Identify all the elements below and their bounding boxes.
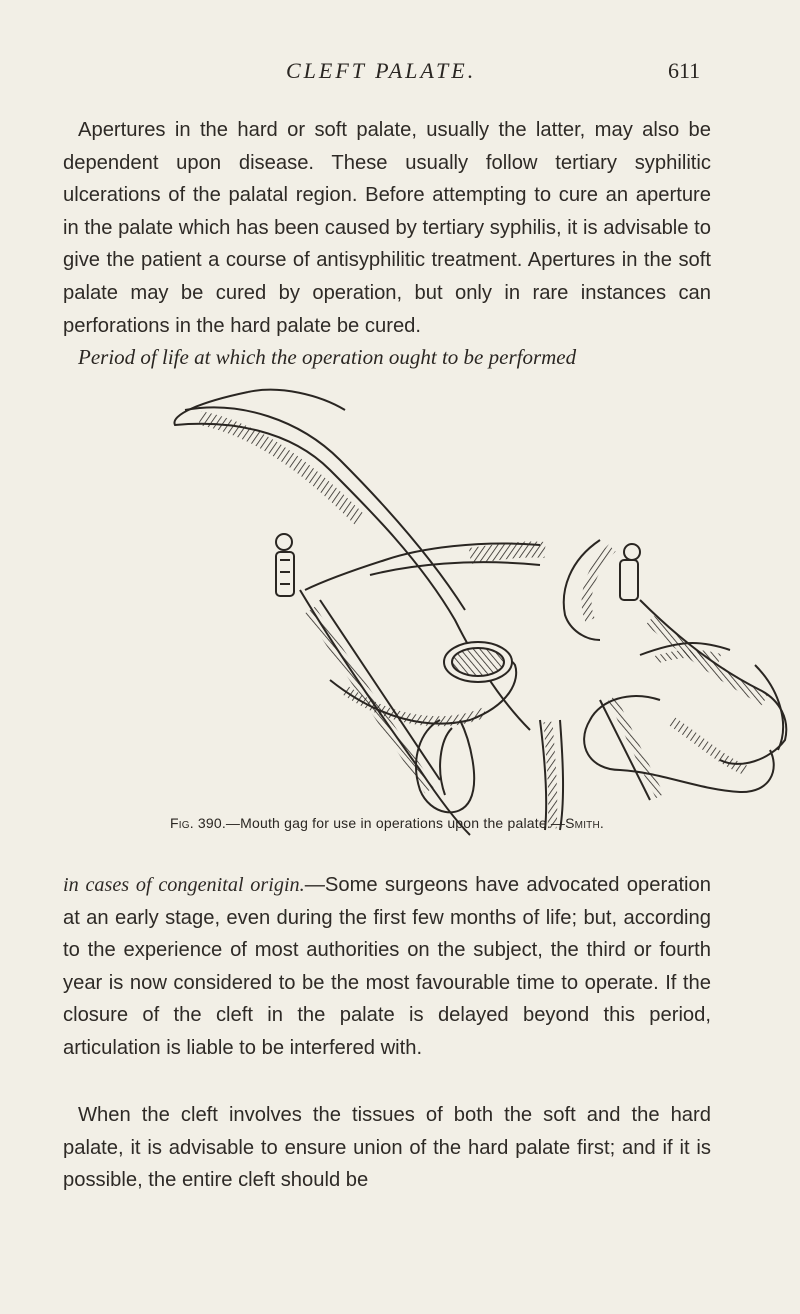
right-gag-arm [564, 540, 787, 792]
paragraph-apertures: Apertures in the hard or soft palate, usually the latter, may also be dependent upon disease. These usually follow tertiary syphilitic ulcerations of the palatal region. Before attempting to cure an aperture in the palate which has been caused by tertiary syphilis, it is advisable to give the patient a course of antisyphilitic treatment. Apertures in the soft palate may be cured by operation, but only in rare instances can perforations in the hard palate be cured. [63, 119, 711, 337]
left-gag-arm [174, 390, 545, 835]
page-number: 611 [668, 58, 701, 83]
center-strut [540, 698, 660, 830]
running-title: CLEFT PALATE. [286, 58, 477, 83]
paragraph-lead: in cases of congenital origin. [63, 874, 305, 896]
paragraph-cleft: When the cleft involves the tissues of both the soft and the hard palate, it is advisable to ensure union of the hard palate first; and if it is possible, the entire cleft should be [63, 1104, 711, 1192]
section-heading: Period of life at which the operation ought to be performed [78, 345, 577, 369]
figure-caption [63, 815, 711, 831]
figure-caption-text: —Mouth gag for use in operations upon the palate.— [225, 815, 566, 831]
paragraph-congenital [63, 869, 711, 1065]
paragraph-body: —Some surgeons have advocated operation at an early stage, even during the first few months of life; but, according to the experience of most authorities on the subject, the third or fourth year is now considered to be the most favourable time to operate. If the closure of the cleft in the palate is delayed beyond this period, articulation is liable to be interfered with. [63, 874, 711, 1059]
figure-credit: Smith. [565, 815, 605, 831]
figure-label: Fig. 390. [169, 815, 226, 831]
